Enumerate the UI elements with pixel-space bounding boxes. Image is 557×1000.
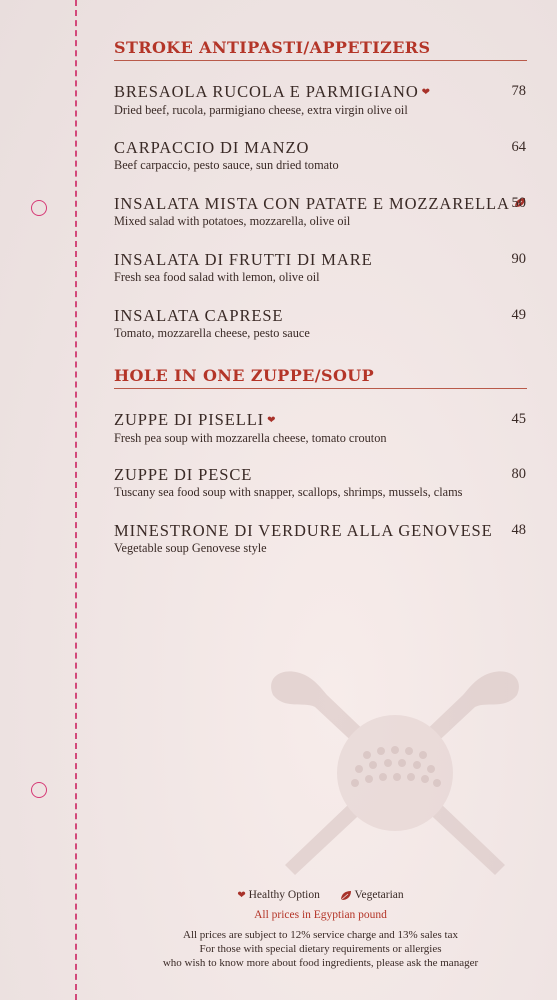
note-line: For those with special dietary requirements or allergies [199, 943, 442, 956]
heart-icon: ❤ [237, 890, 246, 901]
punch-hole [31, 200, 47, 216]
currency-note: All prices in Egyptian pound [254, 909, 387, 922]
item-price: 64 [511, 139, 526, 155]
leaf-icon [340, 890, 352, 901]
legend [114, 888, 527, 903]
item-description: Tuscany sea food soup with snapper, scallops, shrimps, mussels, clams [114, 485, 463, 499]
item-price: 80 [511, 466, 526, 482]
menu-item [114, 138, 526, 173]
item-description: Fresh sea food salad with lemon, olive oil [114, 270, 320, 284]
item-price: 90 [511, 251, 526, 267]
item-description: Beef carpaccio, pesto sauce, sun dried tomato [114, 158, 339, 172]
note-line: who wish to know more about food ingredients, please ask the manager [162, 957, 479, 970]
binding-dashed-line [75, 0, 77, 1000]
item-name: ZUPPE DI PISELLI ❤ [114, 410, 277, 429]
legend-healthy-label: Healthy Option [248, 889, 320, 901]
item-price: 45 [511, 411, 526, 427]
item-description: Fresh pea soup with mozzarella cheese, tomato crouton [114, 431, 387, 445]
item-price: 49 [511, 307, 526, 323]
item-name: CARPACCIO DI MANZO [114, 138, 310, 157]
heart-icon: ❤ [421, 87, 431, 98]
punch-hole [31, 782, 47, 798]
menu-item [114, 250, 526, 285]
item-description: Dried beef, rucola, parmigiano cheese, extra virgin olive oil [114, 103, 408, 117]
item-price: 48 [511, 522, 526, 538]
price-notes [114, 928, 527, 970]
item-description: Vegetable soup Genovese style [114, 541, 267, 555]
menu-item [114, 82, 526, 118]
item-name: ZUPPE DI PESCE [114, 465, 253, 484]
section-title-soup: HOLE IN ONE ZUPPE/SOUP [114, 366, 527, 389]
menu-item [114, 306, 526, 341]
note-line: All prices are subject to 12% service charge and 13% sales tax [183, 929, 458, 942]
golf-clubs-ball-icon [255, 655, 535, 890]
item-name: BRESAOLA RUCOLA E PARMIGIANO ❤ [114, 82, 431, 101]
menu-item [114, 465, 526, 500]
item-name: INSALATA MISTA CON PATATE E MOZZARELLA [114, 194, 526, 213]
menu-footer [114, 888, 527, 970]
heart-icon: ❤ [267, 415, 277, 426]
item-name: INSALATA DI FRUTTI DI MARE [114, 250, 373, 269]
item-name: MINESTRONE DI VERDURE ALLA GENOVESE [114, 521, 493, 540]
menu-item [114, 410, 526, 446]
item-price: 50 [511, 195, 526, 211]
item-name: INSALATA CAPRESE [114, 306, 284, 325]
item-description: Tomato, mozzarella cheese, pesto sauce [114, 326, 310, 340]
menu-item [114, 521, 526, 556]
menu-item [114, 194, 526, 229]
item-description: Mixed salad with potatoes, mozzarella, olive oil [114, 214, 351, 228]
section-title-appetizers: STROKE ANTIPASTI/APPETIZERS [114, 38, 527, 61]
legend-vegetarian-label: Vegetarian [354, 889, 404, 901]
item-price: 78 [511, 83, 526, 99]
